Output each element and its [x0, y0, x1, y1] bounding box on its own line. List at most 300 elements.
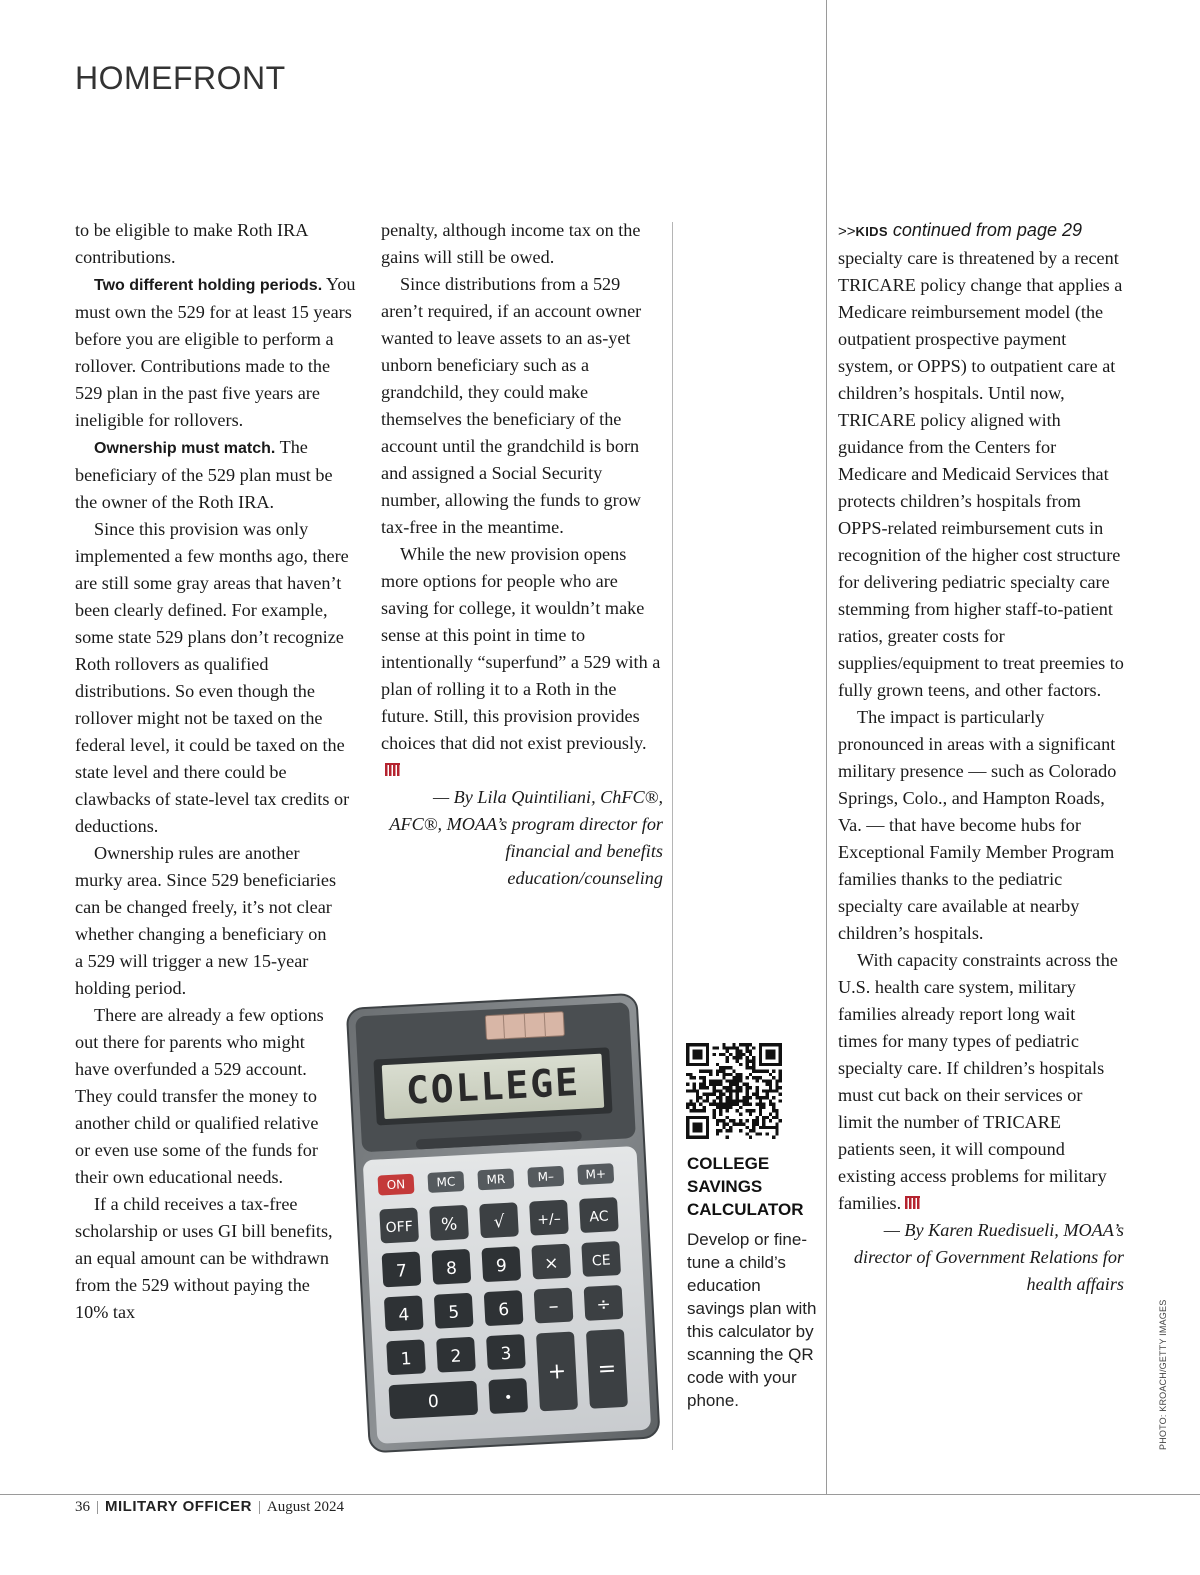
qr-module [742, 1083, 745, 1086]
qr-module [749, 1136, 752, 1139]
continued-text: continued from page 29 [892, 220, 1082, 240]
qr-module [736, 1109, 739, 1112]
qr-module [712, 1079, 715, 1082]
qr-module [726, 1122, 729, 1125]
qr-module [775, 1116, 778, 1119]
qr-module [729, 1073, 732, 1076]
qr-module [749, 1043, 752, 1046]
qr-module [722, 1053, 725, 1056]
paragraph: There are already a few options out there for parents who might have overfunded a 529 account. They could transfer the money to another child or qualified relative or even use some of the funds for their own educational needs. [75, 1005, 324, 1187]
calc-key-label: + [547, 1358, 567, 1385]
paragraph [75, 271, 357, 434]
qr-module [729, 1086, 732, 1089]
qr-module [719, 1129, 722, 1132]
qr-module [736, 1099, 739, 1102]
qr-module [779, 1093, 782, 1096]
qr-module [716, 1096, 719, 1099]
paragraph-text: With capacity constraints across the U.S. health care system, military families already report long wait times for many types of pediatric specialty care. If children’s hospitals must cut back on their services or limit the number of TRICARE patients seen, it will compound existing access problems for military families. [838, 950, 1118, 1213]
moaa-endmark-icon [905, 1196, 920, 1210]
qr-module [749, 1066, 752, 1069]
qr-module [726, 1106, 729, 1109]
qr-module [769, 1079, 772, 1082]
article-column-kids [838, 217, 1124, 1298]
qr-module [716, 1103, 719, 1106]
qr-module [752, 1122, 755, 1125]
qr-module [775, 1122, 778, 1125]
calc-key-label: • [503, 1389, 513, 1407]
qr-module [693, 1089, 696, 1092]
calc-key-label: 2 [450, 1346, 463, 1367]
qr-module [729, 1093, 732, 1096]
run-in-head: Ownership must match. [94, 440, 276, 457]
qr-module [772, 1069, 775, 1072]
qr-module [722, 1126, 725, 1129]
qr-module [772, 1089, 775, 1092]
qr-module [739, 1079, 742, 1082]
qr-code[interactable] [686, 1043, 782, 1139]
qr-module [759, 1132, 762, 1135]
qr-module [693, 1103, 696, 1106]
calc-key-label: +/– [536, 1211, 562, 1229]
qr-module [756, 1132, 759, 1135]
qr-module [729, 1096, 732, 1099]
qr-module [762, 1079, 765, 1082]
qr-module [746, 1093, 749, 1096]
qr-module [703, 1079, 706, 1082]
paragraph: If a child receives a tax-free scholarship or uses GI bill benefits, an equal amount can be withdrawn from the 529 without paying the 10% tax [75, 1194, 333, 1322]
qr-module [709, 1069, 712, 1072]
article-column-1 [75, 217, 357, 1326]
qr-module [746, 1119, 749, 1122]
qr-module [752, 1109, 755, 1112]
qr-module [759, 1126, 762, 1129]
qr-module [765, 1069, 768, 1072]
column-divider-main [826, 0, 827, 1495]
qr-module [712, 1053, 715, 1056]
qr-module [759, 1096, 762, 1099]
qr-module [765, 1079, 768, 1082]
qr-module [732, 1079, 735, 1082]
qr-module [775, 1086, 778, 1089]
qr-module [732, 1103, 735, 1106]
calc-key-label: ON [386, 1177, 406, 1193]
qr-module [736, 1122, 739, 1125]
calc-key-label: MR [486, 1171, 506, 1187]
continued-line [838, 217, 1124, 245]
qr-module [712, 1086, 715, 1089]
qr-module [749, 1113, 752, 1116]
qr-module [736, 1103, 739, 1106]
qr-module [712, 1109, 715, 1112]
calc-key-label: √ [493, 1211, 506, 1233]
qr-module [739, 1073, 742, 1076]
calc-key-label: 9 [495, 1255, 508, 1277]
qr-module [779, 1119, 782, 1122]
qr-module [719, 1106, 722, 1109]
qr-module [719, 1103, 722, 1106]
paragraph: specialty care is threatened by a recent TRICARE policy change that applies a Medicare reimbursement model (the outpatient prospective payment system, or OPPS) to outpatient care at children’s hospitals. Until now, TRICARE policy aligned with guidance from the Centers for Medicare and Medicaid Services that protects children’s hospitals from OPPS-related reimbursement cuts in recognition of the higher cost structure for delivering pediatric specialty care stemming from higher staff-to-patient ratios, greater costs for supplies/equipment to treat preemies to fully grown teens, and other factors. [838, 248, 1124, 700]
qr-module [756, 1093, 759, 1096]
qr-module [689, 1073, 692, 1076]
calc-key-label: AC [589, 1208, 609, 1226]
qr-module [775, 1132, 778, 1135]
qr-module [726, 1109, 729, 1112]
qr-module [775, 1089, 778, 1092]
issue-date: August 2024 [266, 1499, 345, 1515]
qr-module [775, 1129, 778, 1132]
qr-module [765, 1116, 768, 1119]
footer-separator: | [257, 1499, 261, 1515]
qr-module [712, 1099, 715, 1102]
qr-module [699, 1086, 702, 1089]
qr-module [736, 1046, 739, 1049]
qr-module [752, 1056, 755, 1059]
qr-module [746, 1103, 749, 1106]
qr-module [736, 1050, 739, 1053]
calc-key-label: ÷ [595, 1294, 612, 1316]
qr-module [726, 1079, 729, 1082]
qr-module [769, 1126, 772, 1129]
qr-module [703, 1076, 706, 1079]
qr-module [752, 1093, 755, 1096]
qr-module [756, 1096, 759, 1099]
qr-module [775, 1109, 778, 1112]
qr-module [716, 1069, 719, 1072]
publication-name: MILITARY OFFICER [105, 1498, 252, 1515]
qr-module [739, 1089, 742, 1092]
qr-module [772, 1076, 775, 1079]
qr-module [749, 1050, 752, 1053]
qr-module [746, 1050, 749, 1053]
qr-module [699, 1103, 702, 1106]
qr-module [732, 1043, 735, 1046]
moaa-endmark-icon [385, 763, 400, 777]
photo-credit: PHOTO: KROACH/GETTY IMAGES [1158, 1299, 1168, 1450]
qr-module [712, 1103, 715, 1106]
qr-module [746, 1043, 749, 1046]
qr-module [726, 1066, 729, 1069]
calc-key-row [388, 1378, 528, 1419]
calc-key-label: 3 [500, 1343, 512, 1365]
qr-module [686, 1103, 689, 1106]
qr-module [729, 1119, 732, 1122]
qr-module [772, 1103, 775, 1106]
qr-module [726, 1073, 729, 1076]
qr-module [699, 1109, 702, 1112]
qr-module [696, 1109, 699, 1112]
qr-module [739, 1063, 742, 1066]
qr-module [762, 1116, 765, 1119]
qr-module [742, 1103, 745, 1106]
qr-module [749, 1086, 752, 1089]
qr-module [739, 1122, 742, 1125]
qr-module [693, 1106, 696, 1109]
qr-module [749, 1053, 752, 1056]
qr-module [722, 1066, 725, 1069]
qr-module [706, 1069, 709, 1072]
calc-key-label: = [597, 1356, 617, 1383]
qr-module [775, 1126, 778, 1129]
byline: — By Lila Quintiliani, ChFC®, AFC®, MOAA’s program director for financial and benefits education/counseling [389, 787, 663, 888]
qr-module [752, 1066, 755, 1069]
qr-module [686, 1073, 689, 1076]
qr-module [775, 1083, 778, 1086]
qr-module [742, 1096, 745, 1099]
qr-module [726, 1060, 729, 1063]
qr-module [736, 1076, 739, 1079]
qr-module [696, 1089, 699, 1092]
qr-module [779, 1073, 782, 1076]
qr-module [752, 1060, 755, 1063]
qr-module [749, 1060, 752, 1063]
calc-key-label: M+ [585, 1166, 607, 1182]
qr-module [769, 1113, 772, 1116]
footer-separator: | [96, 1499, 100, 1515]
qr-module [696, 1096, 699, 1099]
calc-key-label: × [543, 1253, 559, 1274]
paragraph [75, 434, 357, 516]
qr-module [732, 1069, 735, 1072]
qr-module [756, 1122, 759, 1125]
qr-module [762, 1106, 765, 1109]
qr-module [716, 1129, 719, 1132]
qr-module [712, 1093, 715, 1096]
calc-key-label: 7 [395, 1261, 408, 1282]
calc-key-label: 6 [497, 1299, 510, 1321]
qr-module [719, 1089, 722, 1092]
qr-module [779, 1099, 782, 1102]
qr-module [716, 1132, 719, 1135]
qr-module [722, 1106, 725, 1109]
qr-module [749, 1073, 752, 1076]
article-column-2 [381, 217, 663, 892]
qr-module [706, 1086, 709, 1089]
qr-module [703, 1099, 706, 1102]
calc-key-label: 0 [427, 1391, 440, 1413]
qr-module [772, 1109, 775, 1112]
qr-module [732, 1076, 735, 1079]
qr-module [746, 1132, 749, 1135]
qr-module [729, 1079, 732, 1082]
qr-module [726, 1099, 729, 1102]
qr-module [722, 1119, 725, 1122]
qr-module [769, 1086, 772, 1089]
qr-module [699, 1096, 702, 1099]
qr-module [699, 1069, 702, 1072]
qr-module [732, 1083, 735, 1086]
qr-module [693, 1122, 703, 1132]
qr-module [726, 1103, 729, 1106]
qr-module [726, 1136, 729, 1139]
qr-module [765, 1083, 768, 1086]
qr-module [752, 1126, 755, 1129]
qr-module [746, 1109, 749, 1112]
qr-module [736, 1083, 739, 1086]
qr-module [729, 1083, 732, 1086]
qr-module [749, 1129, 752, 1132]
qr-module [779, 1086, 782, 1089]
qr-module [756, 1103, 759, 1106]
qr-module [696, 1099, 699, 1102]
qr-module [732, 1122, 735, 1125]
qr-module [746, 1063, 749, 1066]
qr-module [732, 1056, 735, 1059]
qr-module [756, 1119, 759, 1122]
qr-module [709, 1073, 712, 1076]
qr-module [732, 1119, 735, 1122]
qr-module [689, 1099, 692, 1102]
qr-module [703, 1106, 706, 1109]
qr-module [729, 1053, 732, 1056]
calc-key-label: MC [436, 1174, 456, 1190]
qr-module [736, 1089, 739, 1092]
continued-label: KIDS [855, 224, 888, 239]
qr-module [772, 1136, 775, 1139]
qr-module [736, 1093, 739, 1096]
qr-module [726, 1116, 729, 1119]
qr-module [732, 1099, 735, 1102]
qr-module [716, 1083, 719, 1086]
qr-module [739, 1113, 742, 1116]
qr-module [712, 1116, 715, 1119]
qr-module [739, 1053, 742, 1056]
paragraph [381, 541, 663, 784]
qr-module [765, 1126, 768, 1129]
qr-module [739, 1129, 742, 1132]
qr-module [762, 1126, 765, 1129]
qr-module [746, 1046, 749, 1049]
qr-module [765, 1093, 768, 1096]
calc-key-label: 8 [445, 1258, 458, 1280]
qr-module [759, 1113, 762, 1116]
qr-module [752, 1119, 755, 1122]
qr-module [693, 1076, 696, 1079]
page-number: 36 [75, 1499, 90, 1515]
footer-rule [0, 1494, 1200, 1495]
run-in-head: Two different holding periods. [94, 277, 323, 294]
qr-module [756, 1089, 759, 1092]
qr-module [746, 1066, 749, 1069]
qr-module [719, 1066, 722, 1069]
qr-module [779, 1079, 782, 1082]
qr-module [765, 1089, 768, 1092]
qr-module [722, 1069, 725, 1072]
qr-module [775, 1079, 778, 1082]
qr-module [709, 1079, 712, 1082]
qr-module [739, 1050, 742, 1053]
qr-module [712, 1089, 715, 1092]
qr-module [693, 1050, 703, 1060]
qr-module [689, 1109, 692, 1112]
qr-module [762, 1089, 765, 1092]
sidebar-title: COLLEGE SAVINGS CALCULATOR [687, 1154, 804, 1219]
qr-module [689, 1076, 692, 1079]
qr-module [722, 1103, 725, 1106]
section-title: HOMEFRONT [75, 60, 286, 96]
qr-module [709, 1103, 712, 1106]
qr-module [736, 1060, 739, 1063]
qr-module [712, 1083, 715, 1086]
calc-key-label: OFF [385, 1218, 414, 1237]
paragraph-text: You must own the 529 for at least 15 years before you are eligible to perform a rollover. Contributions made to the 529 plan in the past five years are ineligible for rollovers. [75, 274, 356, 430]
paragraph: to be eligible to make Roth IRA contributions. [75, 220, 308, 267]
qr-module [729, 1066, 732, 1069]
paragraph: Since distributions from a 529 aren’t required, if an account owner wanted to leave assets to an as-yet unborn beneficiary such as a grandchild, they could make themselves the beneficiary of the account until the grandchild is born and assigned a Social Security number, allowing the funds to grow tax-free in the meantime. [381, 274, 642, 537]
qr-module [736, 1073, 739, 1076]
qr-module [746, 1096, 749, 1099]
qr-module [756, 1076, 759, 1079]
qr-module [772, 1106, 775, 1109]
qr-module [752, 1076, 755, 1079]
qr-module [722, 1073, 725, 1076]
qr-module [742, 1099, 745, 1102]
qr-module [739, 1106, 742, 1109]
qr-module [749, 1103, 752, 1106]
qr-module [719, 1093, 722, 1096]
qr-module [716, 1073, 719, 1076]
qr-module [693, 1083, 696, 1086]
qr-module [699, 1076, 702, 1079]
qr-module [742, 1122, 745, 1125]
qr-module [732, 1046, 735, 1049]
qr-module [719, 1053, 722, 1056]
qr-module [746, 1056, 749, 1059]
qr-module [729, 1129, 732, 1132]
calc-key-label: 1 [400, 1349, 413, 1370]
qr-module [716, 1106, 719, 1109]
qr-module [742, 1053, 745, 1056]
qr-module [719, 1109, 722, 1112]
qr-module [752, 1046, 755, 1049]
qr-module [686, 1089, 689, 1092]
qr-module [779, 1069, 782, 1072]
qr-module [729, 1099, 732, 1102]
qr-module [719, 1079, 722, 1082]
calculator-illustration [344, 985, 664, 1455]
qr-module [746, 1060, 749, 1063]
qr-module [722, 1122, 725, 1125]
qr-module [736, 1056, 739, 1059]
paragraph: penalty, although income tax on the gains will still be owed. [381, 220, 641, 267]
qr-module [756, 1116, 759, 1119]
qr-module [722, 1046, 725, 1049]
qr-module [706, 1099, 709, 1102]
continued-arrows: >> [838, 223, 856, 240]
qr-module [762, 1122, 765, 1125]
qr-module [739, 1119, 742, 1122]
qr-module [765, 1132, 768, 1135]
paragraph: Since this provision was only implemented a few months ago, there are still some gray areas that haven’t been clearly defined. For example, some state 529 plans don’t recognize Roth rollovers as qualified distributions. So even though the rollover might not be taxed on the federal level, it could be taxed on the state level and there could be clawbacks of state-level tax credits or deductions. [75, 519, 350, 836]
paragraph: Ownership rules are another murky area. Since 529 beneficiaries can be changed freely, it’s not clear whether changing a beneficiary on a 529 will trigger a new 15-year holding period. [75, 843, 337, 998]
qr-module [759, 1069, 762, 1072]
qr-module [742, 1043, 745, 1046]
qr-module [746, 1099, 749, 1102]
qr-module [746, 1086, 749, 1089]
qr-module [769, 1073, 772, 1076]
qr-module [752, 1063, 755, 1066]
qr-module [726, 1050, 729, 1053]
qr-module [716, 1119, 719, 1122]
qr-module [739, 1056, 742, 1059]
qr-module [709, 1083, 712, 1086]
qr-module [775, 1113, 778, 1116]
qr-module [759, 1109, 762, 1112]
qr-module [759, 1099, 762, 1102]
qr-module [729, 1106, 732, 1109]
qr-module [762, 1103, 765, 1106]
qr-module [722, 1043, 725, 1046]
qr-module [759, 1076, 762, 1079]
